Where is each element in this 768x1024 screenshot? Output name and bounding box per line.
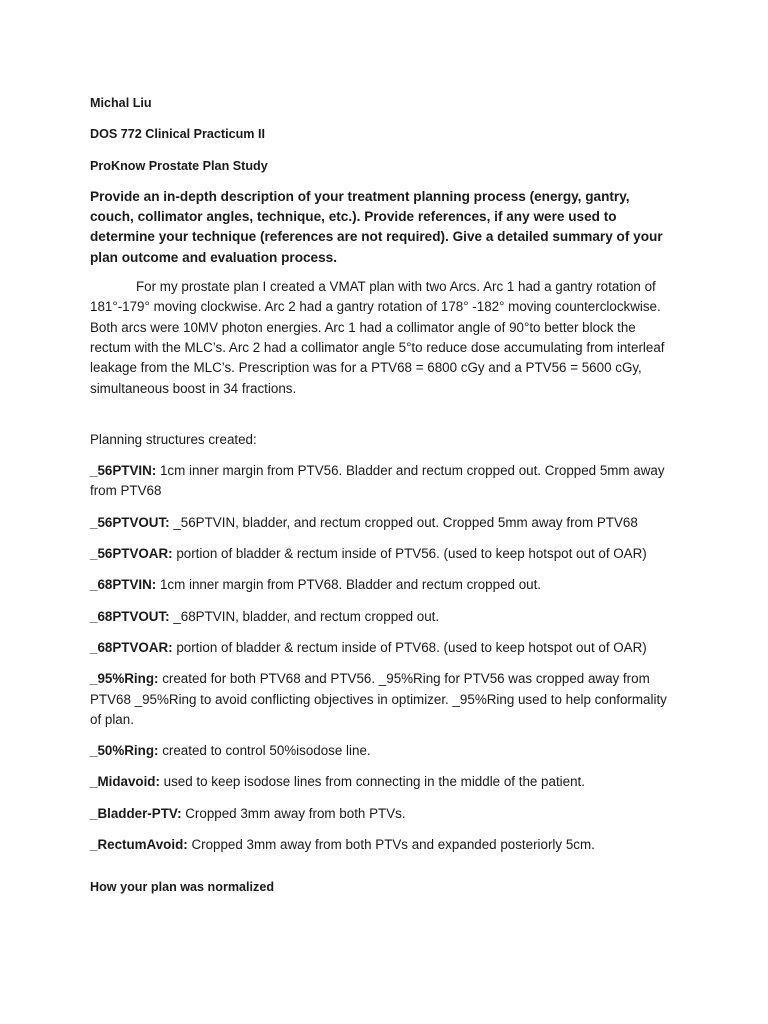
structure-item — [90, 607, 670, 627]
structure-term: _56PTVOAR: — [90, 546, 173, 562]
structure-desc: _56PTVIN, bladder, and rectum cropped out. Cropped 5mm away from PTV68 — [169, 514, 638, 530]
structure-item — [90, 772, 670, 792]
structure-desc: created for both PTV68 and PTV56. _95%Ring for PTV56 was cropped away from PTV68 _95%Ring to avoid conflicting objectives in optimizer. _95%Ring used to help conformality of plan. — [90, 671, 667, 727]
structure-term: _56PTVIN: — [90, 463, 157, 479]
structure-item — [90, 835, 670, 855]
structure-desc: portion of bladder & rectum inside of PTV56. (used to keep hotspot out of OAR) — [172, 546, 647, 562]
structure-term: _56PTVOUT: — [90, 514, 170, 530]
structure-term: _68PTVIN: — [90, 577, 157, 593]
structure-desc: Cropped 3mm away from both PTVs and expanded posteriorly 5cm. — [187, 837, 595, 853]
planning-paragraph: For my prostate plan I created a VMAT plan with two Arcs. Arc 1 had a gantry rotation of 181°-179° moving clockwise. Arc 2 had a gantry rotation of 178° -182° moving counterclockwise. Both arcs were 10MV photon energies. Arc 1 had a collimator angle of 90°to better block the rectum with the MLC’s. Arc 2 had a collimator angle 5°to reduce dose accumulating from interleaf leakage from the MLC’s. Prescription was for a PTV68 = 6800 cGy and a PTV56 = 5600 cGy, simultaneous boost in 34 fractions. — [90, 279, 665, 396]
structure-term: _68PTVOAR: — [90, 639, 173, 655]
structure-desc: _68PTVIN, bladder, and rectum cropped out. — [169, 608, 440, 624]
structure-item — [90, 544, 670, 564]
spacer — [90, 410, 670, 430]
structure-desc: 1cm inner margin from PTV68. Bladder and rectum cropped out. — [156, 577, 542, 593]
structures-list — [90, 461, 670, 855]
normalization-heading: How your plan was normalized — [90, 880, 275, 895]
structure-item — [90, 741, 670, 761]
structures-heading: Planning structures created: — [90, 431, 257, 447]
structure-term: _RectumAvoid: — [90, 837, 188, 853]
author-name: Michal Liu — [90, 96, 152, 110]
structure-item — [90, 804, 670, 824]
structure-desc: portion of bladder & rectum inside of PTV68. (used to keep hotspot out of OAR) — [172, 639, 647, 655]
structure-desc: used to keep isodose lines from connecting in the middle of the patient. — [159, 774, 585, 790]
structure-item — [90, 513, 670, 533]
study-title: ProKnow Prostate Plan Study — [90, 158, 268, 173]
structure-term: _95%Ring: — [90, 671, 159, 687]
structure-item — [90, 461, 670, 502]
structure-desc: 1cm inner margin from PTV56. Bladder and rectum cropped out. Cropped 5mm away from PTV68 — [90, 463, 665, 499]
structure-item — [90, 638, 670, 658]
structure-desc: created to control 50%isodose line. — [158, 743, 371, 759]
structure-term: _Midavoid: — [90, 774, 160, 790]
structure-item — [90, 669, 670, 730]
structure-item — [90, 575, 670, 595]
structure-desc: Cropped 3mm away from both PTVs. — [181, 805, 406, 821]
assignment-prompt: Provide an in-depth description of your treatment planning process (energy, gantry, couch, collimator angles, technique, etc.). Provide references, if any were used to determine your technique (references are not required). Give a detailed summary of your plan outcome and evaluation process. — [90, 188, 663, 265]
document-body — [90, 93, 670, 898]
course-title: DOS 772 Clinical Practicum II — [90, 127, 265, 142]
structure-term: _68PTVOUT: — [90, 608, 170, 624]
structure-term: _Bladder-PTV: — [90, 805, 182, 821]
structure-term: _50%Ring: — [90, 743, 159, 759]
